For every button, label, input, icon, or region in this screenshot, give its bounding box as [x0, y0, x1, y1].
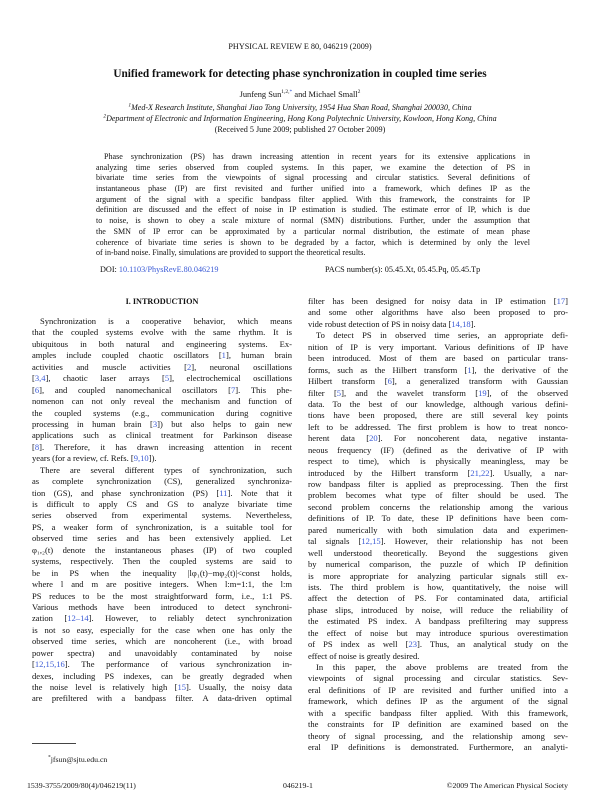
footnote-email[interactable]: jfsun@sjtu.edu.cn: [50, 755, 108, 764]
body-text-line: second problem concerns the relationship among the various: [308, 501, 568, 512]
corresponding-author-link[interactable]: *: [289, 89, 293, 96]
journal-header: PHYSICAL REVIEW E 80, 046219 (2009): [228, 42, 372, 51]
body-text-line: ubiquitous in both natural and engineering systems. Ex-: [32, 338, 292, 349]
body-text-line: PS reduces to be the most straightforward form, i.e., 1:1 PS.: [32, 590, 292, 601]
citation-link[interactable]: 20: [369, 433, 378, 444]
body-text-line: been introduced. Most of them are based on particular trans-: [308, 353, 568, 364]
body-text-line: To detect PS in observed time series, an appropriate defi-: [316, 330, 568, 341]
body-text-line: be in PS when the inequality |lφ₁(t)−mφ₂(t)|<const holds,: [32, 567, 292, 578]
body-text-line: as complete synchronization (CS), generalized synchroniza-: [32, 476, 292, 487]
body-text-line: by numerical comparison, the puzzle of which IP definition: [308, 559, 568, 570]
body-text-line: phase slips, introduced by noise, will reduce the reliability of: [308, 604, 568, 615]
body-text-line: the estimated PS index. A bandpass prefiltering may suppress: [308, 616, 568, 627]
body-text-line: is more appropriate for analyzing particular signals still ex-: [308, 570, 568, 581]
affiliation-1-text: Med-X Research Institute, Shanghai Jiao Tong University, 1954 Hua Shan Road, Shanghai 200030, China: [131, 103, 472, 112]
citation-link[interactable]: 1: [221, 350, 226, 361]
body-text-line: introduced by the Hilbert transform [21,22]. Usually, a nar-: [308, 467, 568, 478]
body-text-line: observed time series, which are noncoherent (i.e., with broad: [32, 636, 292, 647]
footer-copyright: ©2009 The American Physical Society: [446, 781, 568, 790]
body-text-line: filter has been designed for noisy data in IP estimation [17]: [308, 296, 568, 306]
body-text-line: respect to time), which is physically meaningless, may be: [308, 456, 568, 467]
body-text-line: neous frequency (IF) (defined as the derivative of IP with: [308, 444, 568, 455]
author-small-affil: 2: [357, 89, 361, 96]
pacs-numbers: PACS number(s): 05.45.Xt, 05.45.Pq, 05.45.Tp: [325, 265, 481, 274]
left-column: [32, 316, 292, 705]
body-text-line: where l and m are positive integers. When l:m=1:1, the l:m: [32, 579, 292, 590]
paragraph: [32, 465, 292, 705]
footnote-divider: [32, 743, 76, 744]
affiliation-2-text: Department of Electronic and Information Engineering, Hong Kong Polytechnic University, Kowloon, Hong Kong, China: [106, 114, 497, 123]
citation-link[interactable]: 23: [408, 639, 417, 650]
body-text-line: years (for a review, cf. Refs. [9,10]).: [32, 453, 157, 464]
body-text-line: [3,4], chaotic laser arrays [5], electrochemical oscillations: [32, 373, 292, 384]
footer-issn: 1539-3755/2009/80(4)/046219(11): [27, 781, 136, 790]
body-text-line: amples include coupled chaotic oscillators [1], human brain: [32, 350, 293, 361]
body-text-line: power spectra) and unavoidably contaminated by noise: [32, 647, 292, 658]
body-text-line: There are several different types of synchronization, such: [40, 464, 292, 475]
body-text-line: Synchronization is a cooperative behavior, which means: [40, 316, 292, 326]
body-text-line: systems, respectively. Then the coupled systems are said to: [32, 556, 292, 567]
abstract-line: definition are discussed and the effect of noise in IP estimation is studied. The estimate error of IP, which is due: [96, 205, 530, 215]
abstract-line: Phase synchronization (PS) has drawn increasing attention in recent years for its extensive applications in: [104, 152, 530, 161]
body-text-line: definitions of IP. To date, these IP definitions have been com-: [308, 513, 568, 524]
body-text-line: problem becomes what type of filter should be used. The: [308, 490, 568, 501]
body-text-line: observed time series and has been extensively applied. Let: [32, 533, 292, 544]
body-text-line: Hilbert transform [6], a generalized transform with Gaussian: [308, 376, 568, 387]
body-text-line: framework, which defines IP as the argument of the signal: [308, 696, 568, 707]
abstract-line: of in-band noise. Finally, simulations are provided to support the theoretical results.: [96, 248, 366, 258]
paragraph: [308, 330, 568, 662]
doi-link[interactable]: 10.1103/PhysRevE.80.046219: [118, 265, 219, 274]
body-text-line: applications such as clinical treatment for Parkinson disease: [32, 430, 292, 441]
citation-link[interactable]: 3,4: [34, 373, 46, 384]
abstract-line: analyzing time series observed from coupled systems. In this paper, we examine the detection of PS in: [96, 162, 530, 172]
body-text-line: the constraints for IP definition are examined based on the: [308, 719, 568, 730]
body-text-line: dexes, including PS indexes, can be greatly degraded when: [32, 670, 292, 681]
footer-page-number: 046219-1: [283, 781, 313, 790]
body-text-line: herent data [20]. For noncoherent data, negative instanta-: [308, 433, 568, 444]
body-text-line: Various methods have been introduced to detect synchroni-: [32, 601, 292, 612]
body-text-line: the noise level is relatively high [15]. Usually, the noisy data: [32, 682, 292, 692]
abstract-line: the SMN of IP error can be approximated by a particular normal distribution, the estimate of mean phase: [96, 226, 530, 236]
citation-link[interactable]: 6: [387, 376, 392, 387]
body-text-line: [8]. Therefore, it has drawn increasing attention in recent: [32, 441, 292, 452]
affiliation-1: [0, 103, 600, 112]
body-text-line: and some other algorithms have also been proposed to pro-: [308, 307, 568, 318]
body-text-line: data. To the best of our knowledge, although various defini-: [308, 398, 568, 409]
citation-link[interactable]: 5: [336, 387, 342, 398]
citation-link[interactable]: 12,15: [361, 536, 381, 547]
body-text-line: pared numerically with both simulation data and experimen-: [308, 524, 568, 535]
body-text-line: vide robust detection of PS in noisy data [14,18].: [308, 318, 476, 329]
paragraph: [32, 316, 292, 465]
body-text-line: [6], and coupled nanomechanical oscillators [7]. This phe-: [32, 384, 292, 395]
citation-link[interactable]: 7: [230, 384, 236, 395]
body-text-line: tion (GS), and phase synchronization (PS) [11]. Note that it: [32, 487, 292, 498]
received-dates: (Received 5 June 2009; published 27 October 2009): [214, 125, 386, 134]
affiliation-2-number: 2: [103, 113, 107, 120]
doi-line: [100, 265, 218, 274]
author-small: and Michael Small: [292, 90, 358, 99]
body-text-line: nomenon can not only reveal the mechanism and function of: [32, 396, 292, 407]
citation-link[interactable]: 1: [467, 364, 472, 375]
citation-link[interactable]: 19: [478, 387, 487, 398]
body-text-line: well understood theoretically. Beyond the suggestions given: [308, 547, 568, 558]
abstract: [96, 152, 530, 259]
body-text-line: PS, a weaker form of synchronization, is a suitable tool for: [32, 521, 292, 532]
right-column: [308, 296, 568, 754]
citation-link[interactable]: 6: [34, 384, 40, 395]
citation-link[interactable]: 11: [219, 487, 228, 498]
body-text-line: left to be addressed. The first problem is how to treat nonco-: [308, 421, 568, 432]
body-text-line: [12,15,16]. The performance of various synchronization in-: [32, 659, 292, 670]
body-text-line: ists. The third problem is how, quantitatively, the noise will: [308, 581, 568, 592]
affiliation-2: [0, 114, 600, 123]
body-text-line: theory of signal processing, and the relationship among sev-: [308, 730, 568, 741]
body-text-line: with a specific bandpass filter applied. With this framework,: [308, 707, 568, 718]
abstract-line: bivariate time series from the viewpoints of signal processing and circular statistics. Several definitions of: [96, 173, 530, 183]
citation-link[interactable]: 12–14: [67, 613, 89, 624]
citation-link[interactable]: 14,18: [451, 318, 471, 329]
body-text-line: is not so easy, especially for the case when one has only the: [32, 624, 292, 635]
body-text-line: row bandpass filter is applied as preprocessing. Then the first: [308, 479, 568, 489]
paper-title: Unified framework for detecting phase synchronization in coupled time series: [113, 68, 487, 80]
abstract-line: coherence of bivariate time series is shown to be degraded by a factor, which is determined by only the level: [96, 237, 530, 247]
body-text-line: are prefiltered with a bandpass filter. A data-driven optimal: [32, 693, 292, 704]
body-text-line: filter [5], and the wavelet transform [19], of the observed: [308, 387, 569, 398]
paragraph: [308, 662, 568, 754]
body-text-line: nition of IP is very important. Various definitions of IP have: [308, 341, 568, 352]
doi-label: DOI:: [100, 265, 119, 274]
body-text-line: tions have been proposed, there are still several key points: [308, 410, 568, 421]
body-text-line: tal signals [12,15]. However, their relationship has not been: [308, 536, 568, 547]
citation-link[interactable]: 12,15,16: [34, 659, 65, 670]
body-text-line: the coupled systems (e.g., communication during cognitive: [32, 407, 292, 418]
citation-link[interactable]: 5: [164, 373, 170, 384]
citation-link[interactable]: 21,22: [470, 467, 490, 478]
footnote-marker: *: [48, 754, 51, 761]
citation-link[interactable]: 3: [152, 418, 158, 429]
body-text-line: φ₁,₂(t) denote the instantaneous phases (IP) of two coupled: [32, 544, 292, 555]
abstract-line: instantaneous phase (IP) are first revisited and further unified into a framework, which defines IP as the: [96, 184, 530, 194]
citation-link[interactable]: 2: [186, 361, 192, 372]
body-text-line: processing in human brain [3]) but also helps to gain new: [32, 418, 293, 429]
body-text-line: activities and muscle activities [2], neuronal oscillations: [32, 361, 292, 372]
body-text-line: eral definitions of IP are revisited and further unified into a: [308, 684, 568, 695]
citation-link[interactable]: 9,10: [133, 453, 149, 464]
author-sun: Junfeng Sun: [239, 90, 282, 99]
body-text-line: that the coupled systems evolve with the same rhythm. It is: [32, 327, 292, 338]
body-text-line: is difficult to apply CS and GS to analyze bivariate time: [32, 499, 292, 509]
paragraph: [308, 296, 568, 330]
body-text-line: of PS index as well [23]. Thus, an analytical study on the: [308, 639, 568, 650]
body-text-line: viewpoints of signal processing and circular statistics. Sev-: [308, 673, 568, 684]
abstract-line: argument of the signal with a specific bandpass filter applied. With this framework, the constraints for IP: [96, 194, 530, 204]
section-heading-introduction: I. INTRODUCTION: [125, 297, 199, 306]
body-text-line: the effect of noise but may introduce spurious overestimation: [308, 627, 568, 638]
body-text-line: series observed from experimental systems. Nevertheless,: [32, 510, 292, 521]
footnote: [48, 755, 107, 764]
body-text-line: zation [12–14]. However, to reliably detect synchronization: [32, 613, 292, 624]
author-sun-affil: 1,2,: [281, 89, 290, 96]
authors: [0, 90, 600, 99]
abstract-line: to noise, is shown to obey a scale mixture of normal (SMN) distributions. Further, under the assumption that: [96, 216, 530, 226]
affiliation-1-number: 1: [128, 102, 132, 109]
citation-link[interactable]: 17: [556, 296, 566, 306]
body-text-line: In this paper, the above problems are treated from the: [316, 662, 568, 672]
citation-link[interactable]: 15: [177, 682, 187, 692]
body-text-line: affect the detection of PS. For contaminated data, artificial: [308, 593, 568, 604]
body-text-line: forms, such as the Hilbert transform [1], the derivative of the: [308, 364, 569, 375]
citation-link[interactable]: 8: [34, 441, 40, 452]
body-text-line: eral IP definitions is demonstrated. Furthermore, an analyti-: [308, 742, 568, 753]
body-text-line: effect of noise is greatly desired.: [308, 650, 420, 661]
